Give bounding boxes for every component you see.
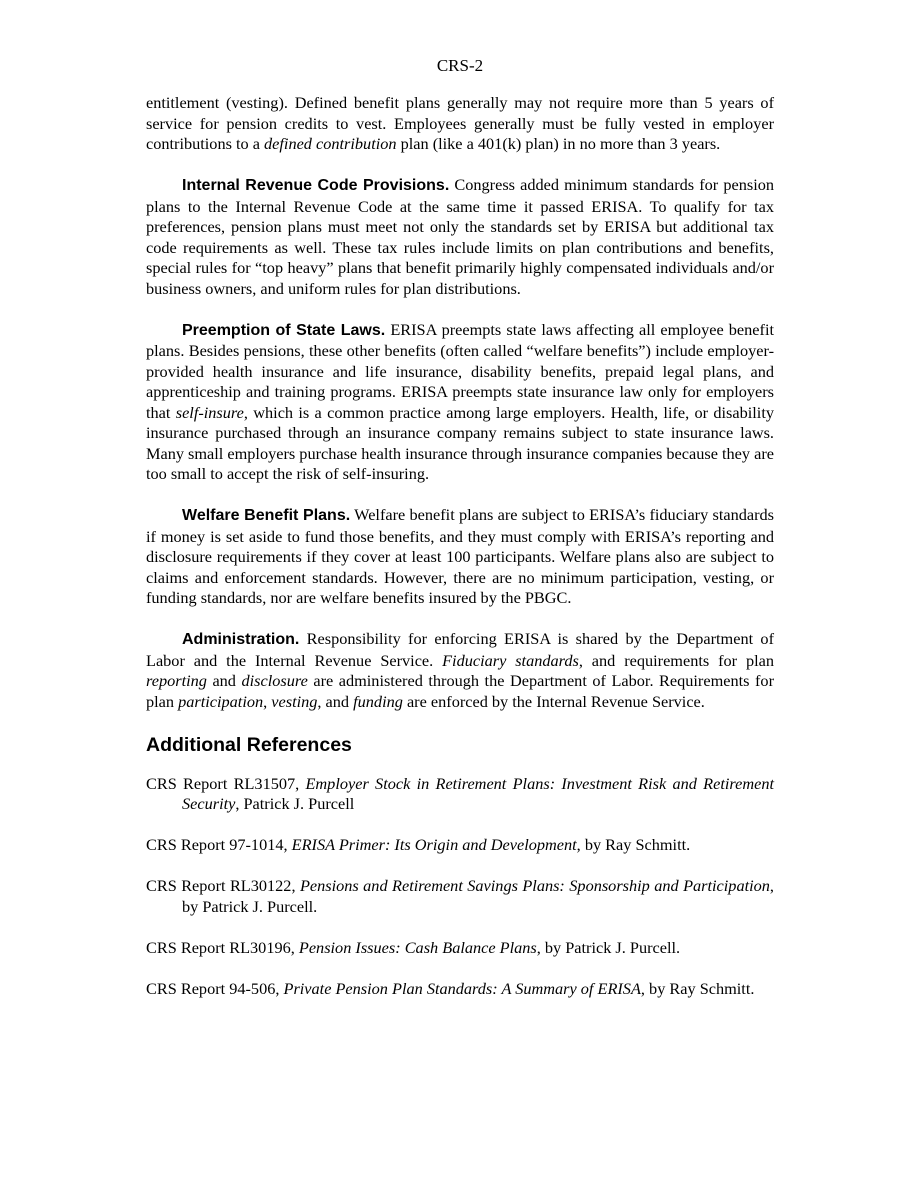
reference-prefix: CRS Report RL30122, [146,876,300,895]
administration-text-6: , and [317,691,354,711]
welfare-text: Welfare benefit plans are subject to ERISA’s fiduciary standards if money is set aside to fund those benefits, and they must comply with ERISA’s reporting and disclosure requirements if they cover at least 100 participants. Welfare plans also are subject to claims and enforcement standards. However, there are no minimum participation, vesting, or funding standards, nor are welfare benefits insured by the PBGC. [146,505,774,607]
reference-title: Pensions and Retirement Savings Plans: Sponsorship and Participation [299,876,770,895]
reference-title: Employer Stock in Retirement Plans: Investment Risk and Retirement Security [182,773,774,813]
reference-title: Pension Issues: Cash Balance Plans [298,937,537,957]
administration-text-3: and [206,671,242,690]
welfare-paragraph [146,505,774,609]
reference-prefix: CRS Report 97-1014, [146,835,292,854]
administration-emphasis-3: disclosure [241,671,308,690]
reference-suffix: , by Ray Schmitt. [640,978,755,998]
administration-text-7: are enforced by the Internal Revenue Service. [402,691,705,711]
preemption-text-1: ERISA preempts state laws affecting all employee benefit plans. Besides pensions, these other benefits (often called “welfare benefits”) include employer-provided health insurance and life insurance, disability benefits, prepaid legal plans, and apprenticeship and training programs. ERISA preempts state insurance law only for employers that [146,319,774,422]
administration-text-4: are administered through the Department of Labor. Requirements for plan [146,671,774,711]
vesting-text-2: plan (like a 401(k) plan) in no more than 3 years. [396,134,721,153]
vesting-paragraph [146,93,774,155]
preemption-text-2: , which is a common practice among large employers. Health, life, or disability insurance purchased through an insurance company remains subject to state insurance laws. Many small employers purchase health insurance through insurance companies because they are too small to accept the risk of self-insuring. [146,402,774,483]
administration-text-1: Responsibility for enforcing ERISA is shared by the Department of Labor and the Internal Revenue Service. [146,629,774,670]
reference-item [146,979,774,1000]
administration-emphasis-2: reporting [146,671,207,690]
preemption-heading: Preemption of State Laws. [182,321,386,339]
administration-text-5: , [263,691,272,711]
administration-emphasis-5: vesting [271,691,318,711]
vesting-emphasis: defined contribution [264,134,397,153]
body-text [146,93,774,1020]
reference-prefix: CRS Report RL30196, [146,937,299,957]
administration-emphasis-4: participation [178,691,264,711]
welfare-heading: Welfare Benefit Plans. [182,507,351,524]
administration-heading: Administration. [182,631,300,648]
reference-item [146,938,774,959]
reference-suffix: , by Ray Schmitt. [576,835,691,854]
reference-suffix: , by Patrick J. Purcell. [182,876,774,916]
reference-item [146,774,774,815]
page-header: CRS-2 [436,56,484,75]
reference-item [146,876,774,917]
administration-emphasis-6: funding [353,691,403,711]
preemption-paragraph [146,320,774,485]
administration-text-2: , and requirements for plan [578,650,774,670]
irc-heading: Internal Revenue Code Provisions. [182,177,450,194]
irc-paragraph [146,175,774,299]
vesting-text-1: entitlement (vesting). Defined benefit plans generally may not require more than 5 years of service for pension credits to vest. Employees generally must be fully vested in employer contributions to a [146,93,774,153]
administration-emphasis-1: Fiduciary standards [442,650,579,670]
reference-suffix: , by Patrick J. Purcell. [536,937,681,957]
administration-paragraph [146,629,774,712]
references-heading: Additional References [146,733,352,756]
reference-item [146,835,774,856]
reference-title: Private Pension Plan Standards: A Summary of ERISA [283,978,641,998]
reference-suffix: , Patrick J. Purcell [235,794,355,813]
preemption-emphasis: self-insure [175,402,244,422]
reference-prefix: CRS Report RL31507, [146,773,306,793]
reference-prefix: CRS Report 94-506, [146,978,284,998]
irc-text: Congress added minimum standards for pension plans to the Internal Revenue Code at the same time it passed ERISA. To qualify for tax preferences, pension plans must meet not only the standards set by ERISA but additional tax code requirements as well. These tax rules include limits on plan contributions and benefits, special rules for “top heavy” plans that benefit primarily highly compensated individuals and/or business owners, and uniform rules for plan distributions. [146,175,774,298]
reference-title: ERISA Primer: Its Origin and Development [291,835,577,854]
